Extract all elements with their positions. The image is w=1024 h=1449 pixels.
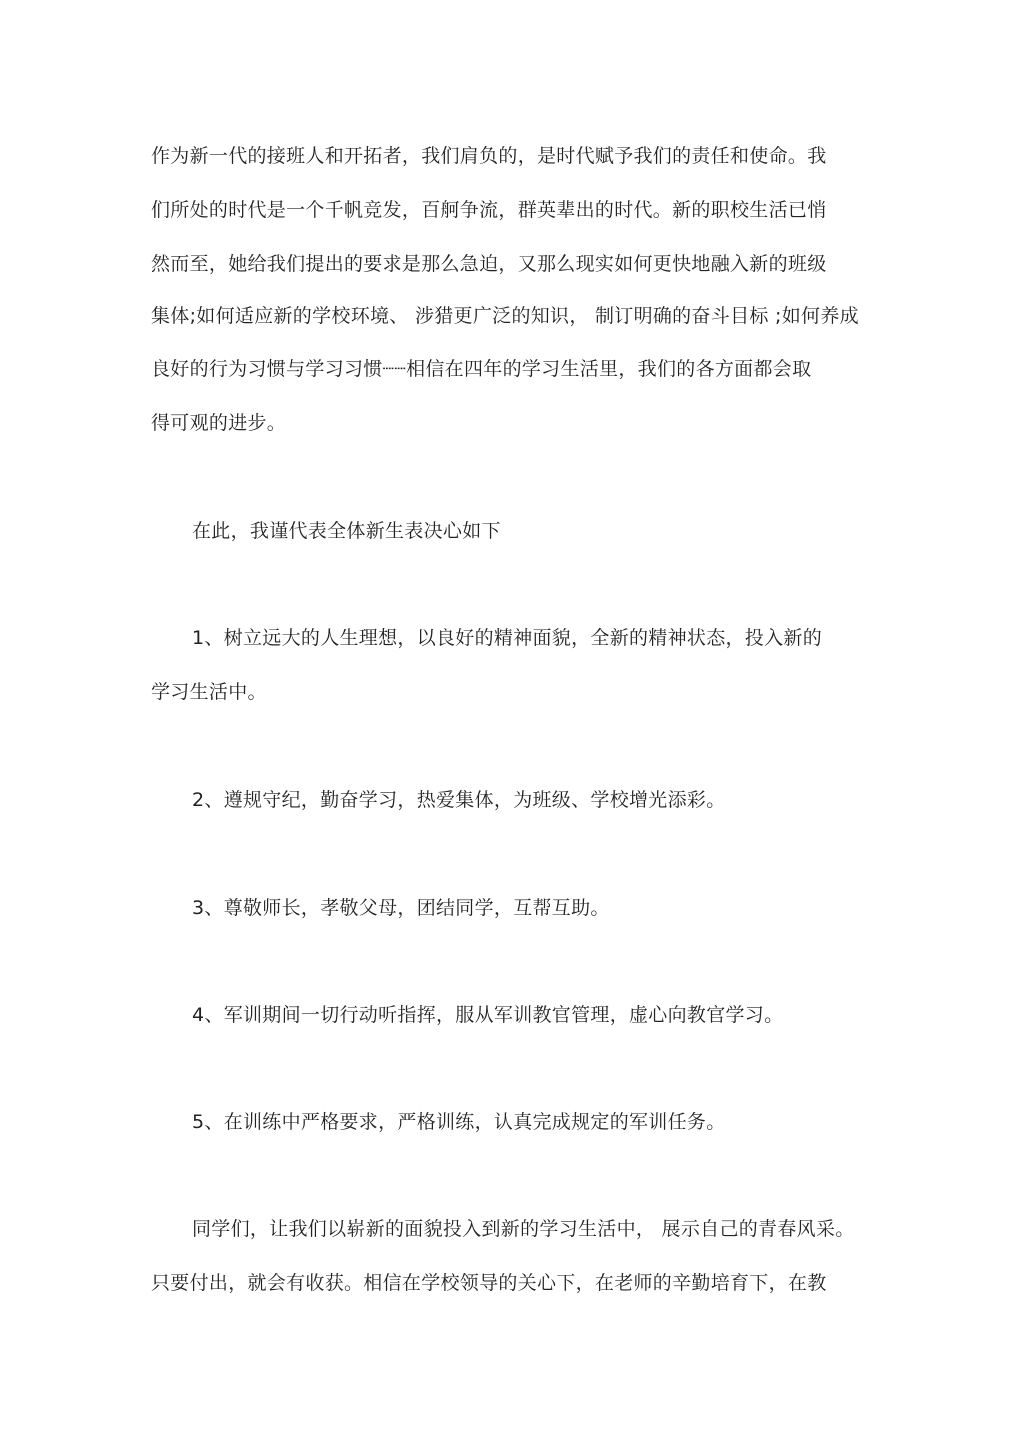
closing-line-2: 只要付出，就会有收获。相信在学校领导的关心下，在老师的辛勤培育下，在教	[151, 1272, 827, 1294]
pledge-item-5: 5、在训练中严格要求，严格训练，认真完成规定的军训任务。	[192, 1111, 726, 1133]
pledge-item-3: 3、尊敬师长，孝敬父母，团结同学，互帮互助。	[192, 897, 610, 919]
pledge-item-4: 4、军训期间一切行动听指挥，服从军训教官管理，虚心向教官学习。	[192, 1004, 784, 1026]
paragraph-1-line-6: 得可观的进步。	[151, 412, 287, 434]
pledge-item-1-line-2: 学习生活中。	[151, 681, 267, 703]
paragraph-1-line-1: 作为新一代的接班人和开拓者，我们肩负的，是时代赋予我们的责任和使命。我	[151, 145, 827, 167]
pledge-item-1-line-1: 1、树立远大的人生理想，以良好的精神面貌，全新的精神状态，投入新的	[192, 627, 822, 649]
closing-line-1: 同学们，让我们以崭新的面貌投入到新的学习生活中， 展示自己的青春风采。	[192, 1218, 855, 1240]
pledge-item-2: 2、遵规守纪，勤奋学习，热爱集体，为班级、学校增光添彩。	[192, 789, 726, 811]
paragraph-1-line-2: 们所处的时代是一个千帆竞发，百舸争流，群英辈出的时代。新的职校生活已悄	[151, 199, 827, 221]
paragraph-1-line-3: 然而至，她给我们提出的要求是那么急迫，又那么现实如何更快地融入新的班级	[151, 253, 827, 275]
intro-line: 在此，我谨代表全体新生表决心如下	[192, 520, 501, 542]
paragraph-1-line-5: 良好的行为习惯与学习习惯┈┈相信在四年的学习生活里，我们的各方面都会取	[151, 358, 812, 380]
paragraph-1-line-4: 集体;如何适应新的学校环境、 涉猎更广泛的知识， 制订明确的奋斗目标 ;如何养成	[151, 305, 859, 327]
